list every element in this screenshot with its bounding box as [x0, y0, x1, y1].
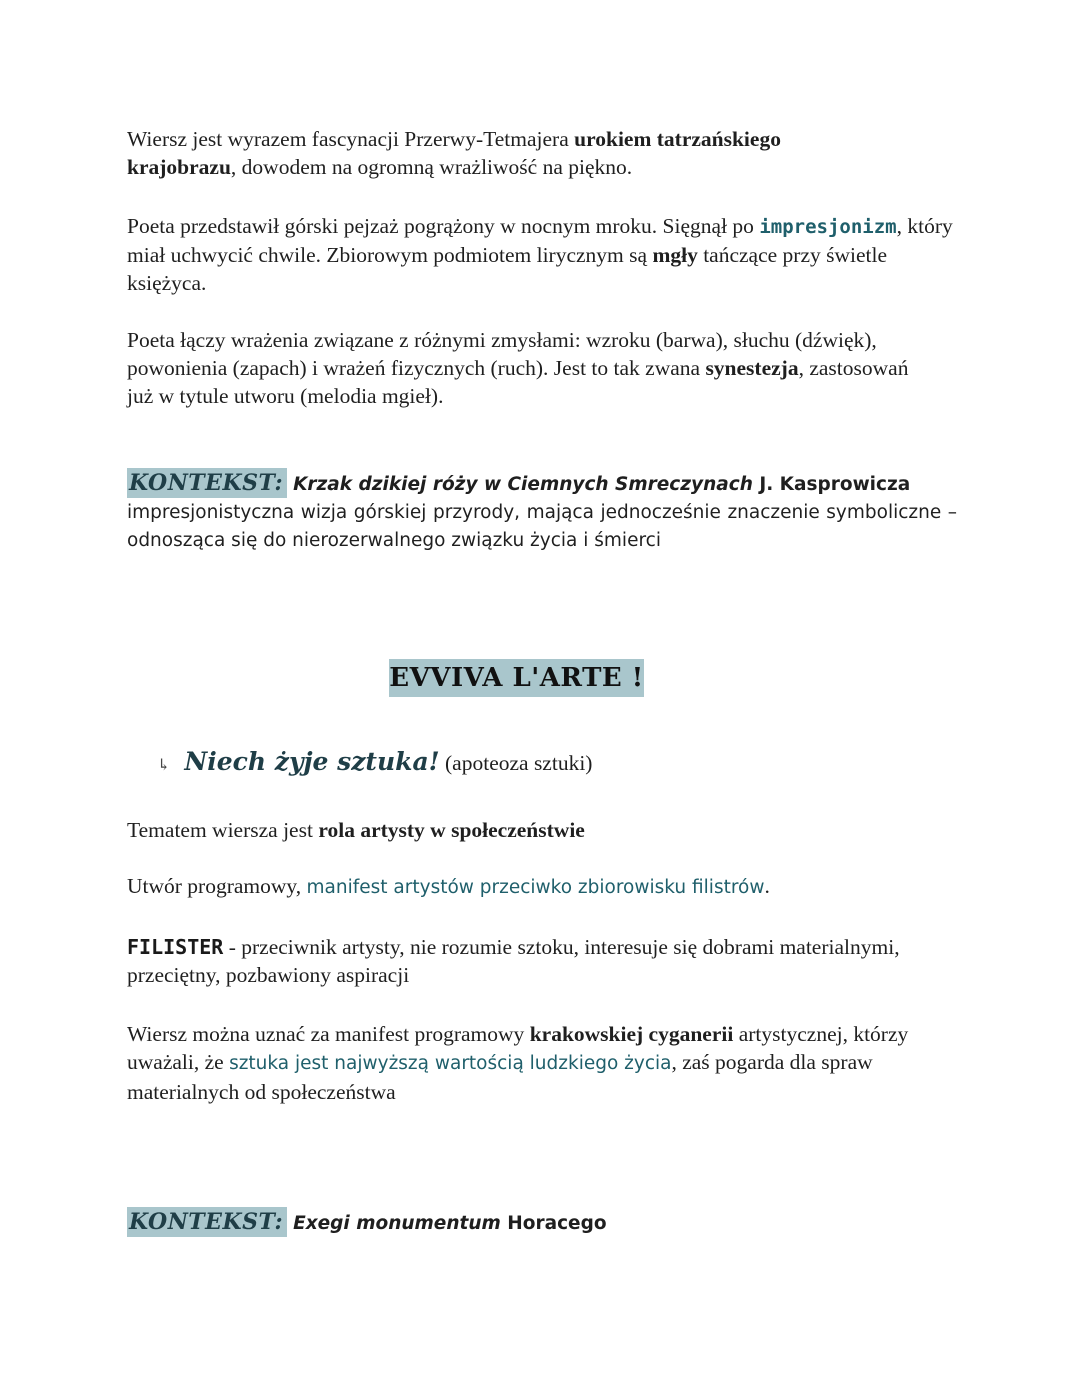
- context-work-title-2: Exegi monumentum: [293, 1213, 501, 1234]
- context-work-title: Krzak dzikiej róży w Ciemnych Smreczynach: [293, 474, 753, 495]
- context-author: J. Kasprowicza: [752, 474, 911, 495]
- context-author-2: Horacego: [500, 1213, 607, 1234]
- term-filister: FILISTER: [127, 935, 224, 959]
- arrow-icon: ↳: [157, 757, 171, 774]
- context-label-2: KONTEKST:: [127, 1207, 287, 1237]
- highlight-cyganeria: krakowskiej cyganerii: [529, 1022, 734, 1046]
- term-impresjonizm: impresjonizm: [759, 216, 897, 238]
- paragraph-program: Utwór programowy, manifest artystów przeciwko zbiorowisku filistrów.: [127, 874, 770, 898]
- paragraph-synesthesia: Poeta łączy wrażenia związane z różnymi zmysłami: wzroku (barwa), słuchu (dźwięk), powonienia (zapach) i wrażeń fizycznych (ruch). Jest to tak zwana synestezja, zastosowań już w tytule utworu (melodia mgieł).: [127, 328, 909, 408]
- context-block-2: [127, 1206, 607, 1240]
- context-label: KONTEKST:: [127, 468, 287, 498]
- subtitle-script: Niech żyje sztuka!: [184, 747, 440, 776]
- paragraph-filister: FILISTER - przeciwnik artysty, nie rozumie sztoku, interesuje się dobrami materialnymi, przeciętny, pozbawiony aspiracji: [127, 935, 900, 987]
- highlight-landscape: urokiem tatrzańskiego krajobrazu: [127, 127, 781, 179]
- highlight-role: rola artysty w społeczeństwie: [318, 818, 585, 842]
- paragraph-intro: Wiersz jest wyrazem fascynacji Przerwy-Tetmajera urokiem tatrzańskiego krajobrazu, dowodem na ogromną wrażliwość na piękno.: [127, 127, 781, 179]
- paragraph-topic: Tematem wiersza jest rola artysty w społeczeństwie: [127, 818, 585, 842]
- paragraph-impressionism: Poeta przedstawił górski pejzaż pogrążony w nocnym mroku. Sięgnął po impresjonizm, który miał uchwycić chwile. Zbiorowym podmiotem lirycznym są mgły tańczące przy świetle księżyca.: [127, 214, 953, 295]
- highlight-manifest: manifest artystów przeciwko zbiorowisku filistrów: [306, 877, 765, 898]
- paragraph-cyganeria: Wiersz można uznać za manifest programowy krakowskiej cyganerii artystycznej, którzy uważali, że sztuka jest najwyższą wartością ludzkiego życia, zaś pogarda dla spraw materialnych od społeczeństwa: [127, 1022, 909, 1104]
- term-mgly: mgły: [652, 243, 698, 267]
- highlight-value: sztuka jest najwyższą wartością ludzkiego życia: [229, 1053, 672, 1074]
- subtitle-line: ↳ Niech żyje sztuka! (apoteoza sztuki): [157, 747, 593, 776]
- term-synestezja: synestezja: [705, 356, 799, 380]
- context-description: impresjonistyczna wizja górskiej przyrody, mająca jednocześnie znaczenie symboliczne – odnosząca się do nierozerwalnego związku życia i śmierci: [127, 502, 957, 551]
- section-title: EVVIVA L'ARTE !: [389, 659, 644, 697]
- context-block-1: [127, 467, 957, 555]
